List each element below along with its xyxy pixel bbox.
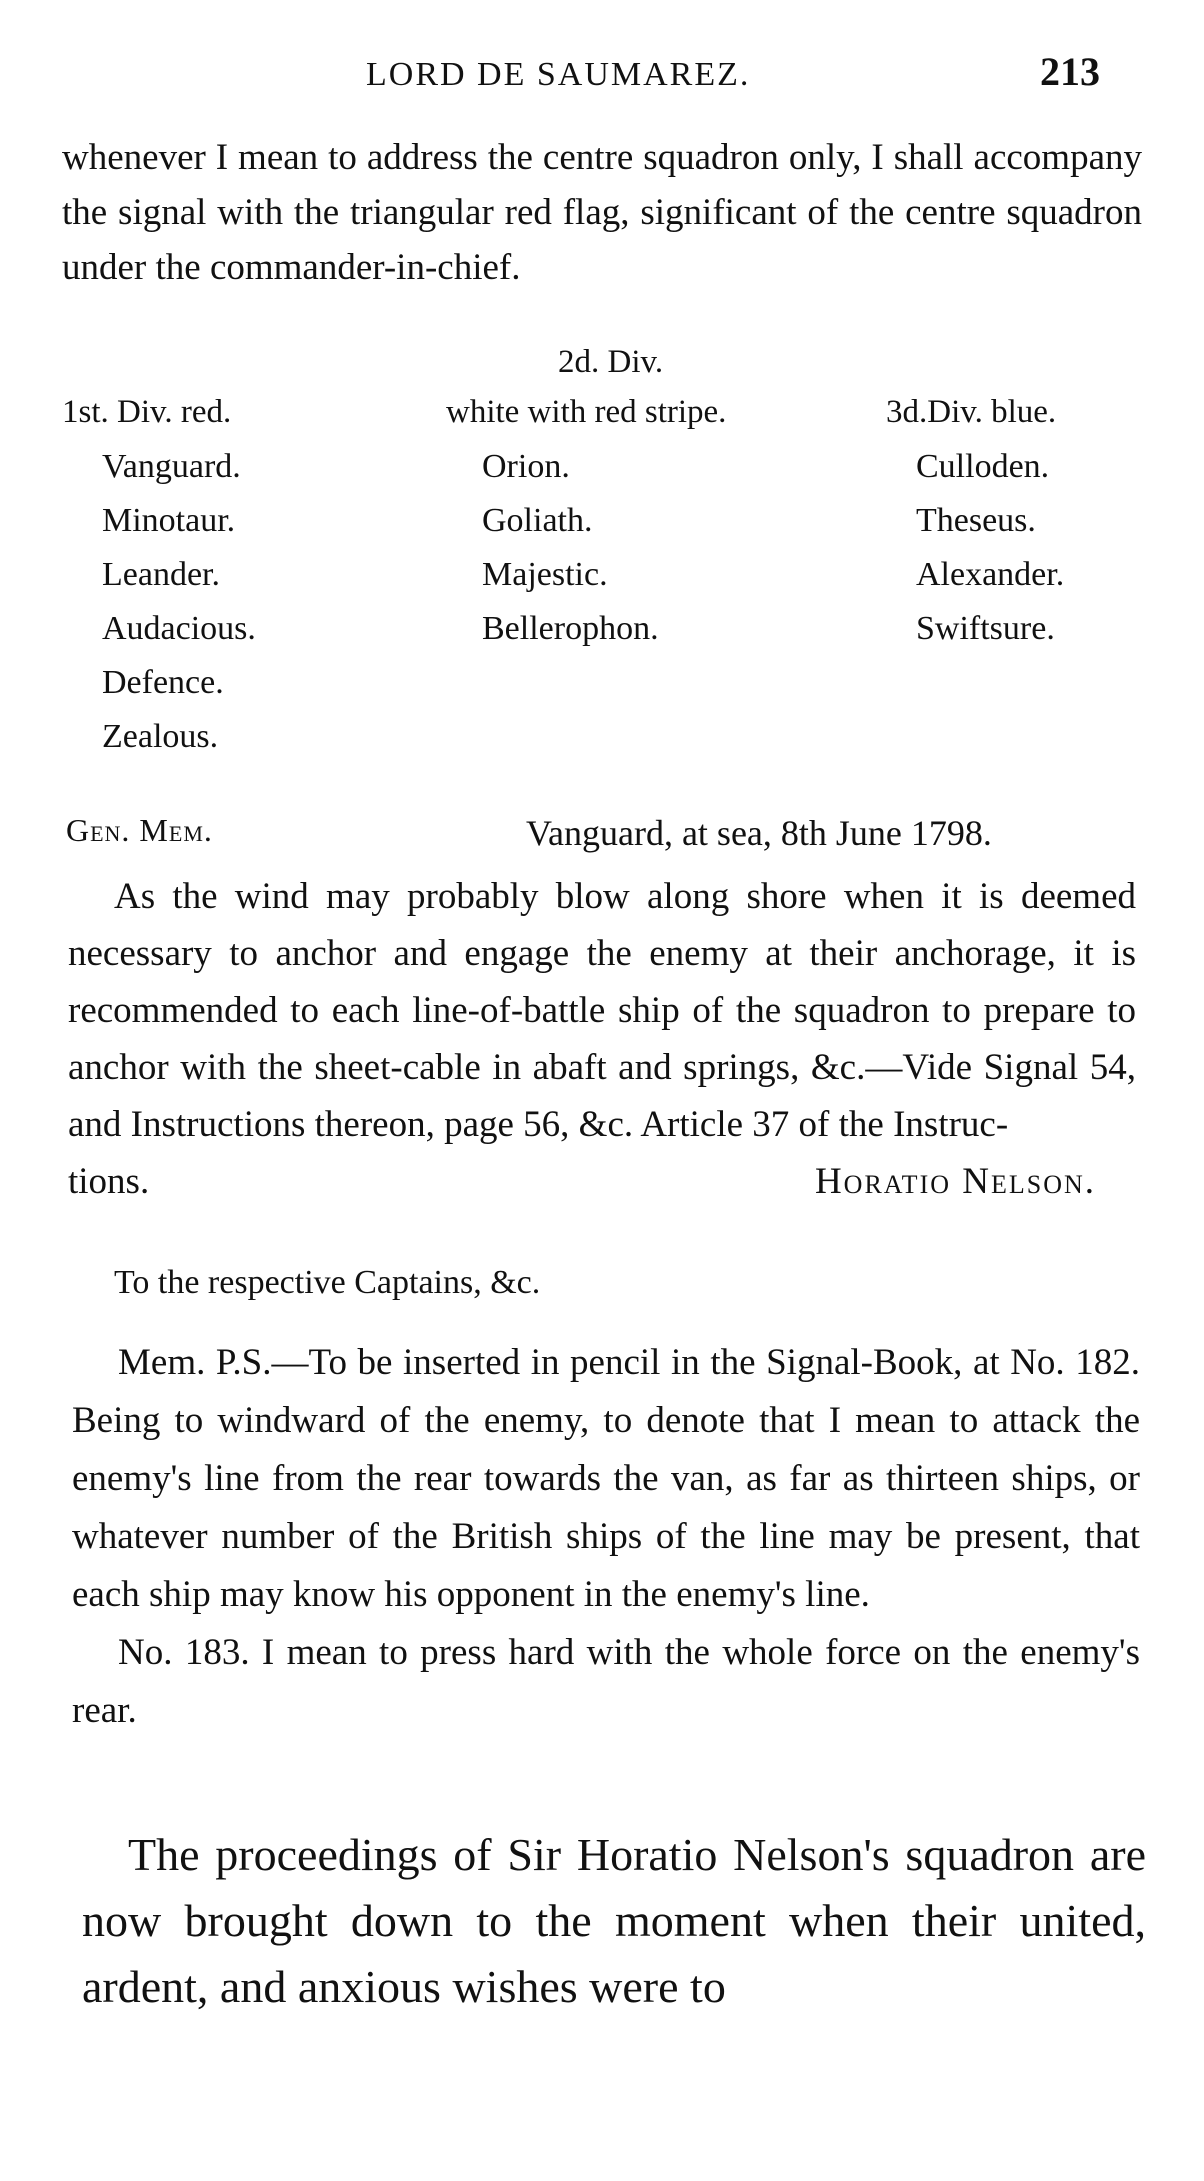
ship-name: Bellerophon. bbox=[482, 610, 659, 647]
running-title: LORD DE SAUMAREZ. bbox=[366, 56, 751, 93]
ship-name: Alexander. bbox=[916, 556, 1065, 593]
division-column-1 bbox=[62, 340, 256, 764]
ship-name: Vanguard. bbox=[102, 448, 241, 485]
addressee: To the respective Captains, &c. bbox=[114, 1264, 541, 1301]
narrative-paragraph bbox=[82, 1822, 1146, 2020]
division-table bbox=[0, 340, 1204, 790]
page-number: 213 bbox=[1040, 49, 1100, 94]
division-column-3 bbox=[886, 340, 1064, 656]
ship-name: Zealous. bbox=[102, 718, 219, 755]
ship-list bbox=[62, 440, 256, 764]
division-heading: 3d.Div. blue. bbox=[886, 394, 1057, 430]
ship-name: Theseus. bbox=[916, 502, 1036, 539]
division-heading-top: 2d. Div. bbox=[558, 344, 664, 380]
memo-text: As the wind may probably blow along shore when it is deemed necessary to anchor and engage the enemy at their anchorage, it is recommended to each line-of-battle ship of the squadron to prepare to anchor with the sheet-cable in abaft and springs, &c.—Vide Signal 54, and Instructions thereon, page 56, &c. Article 37 of the Instruc- bbox=[68, 876, 1136, 1145]
signature: Horatio Nelson. bbox=[814, 1161, 1096, 1202]
ship-name: Culloden. bbox=[916, 448, 1050, 485]
ship-list bbox=[446, 440, 726, 656]
running-head bbox=[0, 44, 1204, 104]
postscript bbox=[72, 1334, 1140, 1740]
memo-text-tail: tions. bbox=[68, 1161, 150, 1202]
memo-label: Gen. Mem. bbox=[66, 812, 213, 848]
memo-dateline: Vanguard, at sea, 8th June 1798. bbox=[526, 813, 992, 853]
ship-name: Leander. bbox=[102, 556, 220, 593]
ship-name: Defence. bbox=[102, 664, 224, 701]
division-heading: white with red stripe. bbox=[446, 394, 727, 430]
memo-body bbox=[68, 868, 1136, 1210]
ship-name: Audacious. bbox=[102, 610, 256, 647]
ship-name: Goliath. bbox=[482, 502, 593, 539]
division-column-2 bbox=[446, 340, 726, 656]
division-heading: 1st. Div. red. bbox=[62, 394, 232, 430]
postscript-paragraph: Mem. P.S.—To be inserted in pencil in the Signal-Book, at No. 182. Being to windward of the enemy, to denote that I mean to attack the enemy's line from the rear towards the van, as far as thirteen ships, or whatever number of the British ships of the line may be present, that each ship may know his opponent in the enemy's line. bbox=[72, 1342, 1140, 1615]
opening-paragraph: whenever I mean to address the centre squadron only, I shall accompany the signal with the triangular red flag, significant of the centre squadron under the commander-in-chief. bbox=[62, 137, 1142, 288]
signature-line bbox=[68, 1153, 1136, 1210]
ship-name: Minotaur. bbox=[102, 502, 236, 539]
memo-heading bbox=[66, 812, 1106, 862]
ship-name: Swiftsure. bbox=[916, 610, 1055, 647]
postscript-paragraph: No. 183. I mean to press hard with the whole force on the enemy's rear. bbox=[72, 1632, 1140, 1731]
narrative-text: The proceedings of Sir Horatio Nelson's squadron are now brought down to the moment when their united, ardent, and anxious wishes were to bbox=[82, 1829, 1146, 2012]
ship-name: Orion. bbox=[482, 448, 570, 485]
ship-list bbox=[886, 440, 1064, 656]
ship-name: Majestic. bbox=[482, 556, 608, 593]
